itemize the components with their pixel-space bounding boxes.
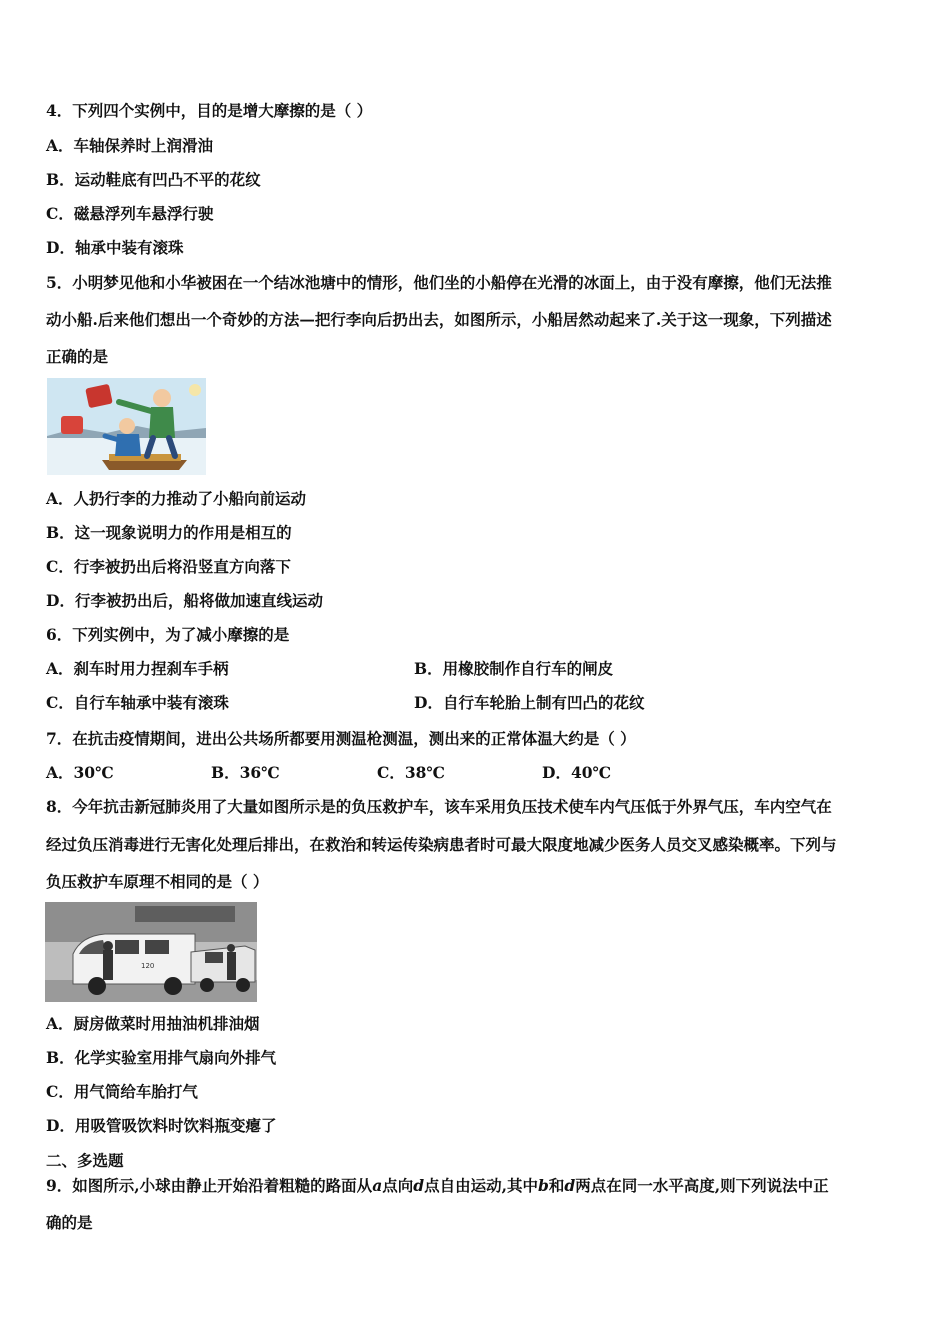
q9-point-b: b [538, 1176, 549, 1195]
q7-option-a: A．30℃ [46, 763, 114, 782]
q4-option-b: B．运动鞋底有凹凸不平的花纹 [46, 170, 261, 189]
q9-text-3: 点自由运动,其中 [424, 1176, 538, 1195]
q5-stem-line1: 5．小明梦见他和小华被困在一个结冰池塘中的情形，他们坐的小船停在光滑的冰面上，由于没有摩擦，他们无法推 [46, 273, 832, 292]
q9-text-4: 和 [548, 1176, 565, 1195]
ambulance-number-text: 120 [141, 962, 155, 970]
q5-option-b: B．这一现象说明力的作用是相互的 [46, 523, 292, 542]
q9-stem-line2: 确的是 [46, 1213, 93, 1232]
q9-text-2: 点向 [382, 1176, 414, 1195]
q8-option-a: A．厨房做菜时用抽油机排油烟 [46, 1014, 260, 1033]
q9-point-d: d [413, 1176, 425, 1195]
q8-stem-line1: 8．今年抗击新冠肺炎用了大量如图所示是的负压救护车，该车采用负压技术使车内气压低于外界气压，车内空气在 [46, 797, 832, 816]
q6-option-a: A．刹车时用力捏刹车手柄 [46, 659, 229, 678]
boat-cartoon-illustration [47, 378, 206, 475]
section-title-multiple-choice: 二、多选题 [46, 1151, 124, 1170]
q7-option-c: C．38℃ [377, 763, 445, 782]
q9-stem-line1 [46, 1176, 829, 1196]
ambulance-photo [45, 902, 257, 1002]
q5-option-d: D．行李被扔出后，船将做加速直线运动 [46, 591, 323, 610]
q5-option-a: A．人扔行李的力推动了小船向前运动 [46, 489, 307, 508]
q6-option-d: D．自行车轮胎上制有凹凸的花纹 [414, 693, 645, 712]
q9-point-d2: d [564, 1176, 576, 1195]
q8-option-d: D．用吸管吸饮料时饮料瓶变瘪了 [46, 1116, 277, 1135]
q8-option-b: B．化学实验室用排气扇向外排气 [46, 1048, 277, 1067]
q8-stem-line3: 负压救护车原理不相同的是（ ） [46, 872, 269, 891]
q8-option-c: C．用气筒给车胎打气 [46, 1082, 198, 1101]
q7-stem: 7．在抗击疫情期间，进出公共场所都要用测温枪测温，测出来的正常体温大约是（ ） [46, 729, 636, 748]
q4-option-a: A．车轴保养时上润滑油 [46, 136, 214, 155]
q6-stem: 6．下列实例中，为了减小摩擦的是 [46, 625, 290, 644]
q4-option-d: D．轴承中装有滚珠 [46, 238, 184, 257]
q5-option-c: C．行李被扔出后将沿竖直方向落下 [46, 557, 291, 576]
q4-stem: 4．下列四个实例中，目的是增大摩擦的是（ ） [46, 101, 373, 120]
q6-option-b: B．用橡胶制作自行车的闸皮 [414, 659, 614, 678]
q7-option-b: B．36℃ [211, 763, 280, 782]
q9-text-5: 两点在同一水平高度,则下列说法中正 [575, 1176, 829, 1195]
q8-stem-line2: 经过负压消毒进行无害化处理后排出，在救治和转运传染病患者时可最大限度地减少医务人员交叉感染概率。下列与 [46, 835, 837, 854]
q6-option-c: C．自行车轴承中装有滚珠 [46, 693, 229, 712]
q9-point-a: a [372, 1176, 383, 1195]
q7-option-d: D．40℃ [542, 763, 612, 782]
q4-option-c: C．磁悬浮列车悬浮行驶 [46, 204, 214, 223]
q9-text-1: 9．如图所示,小球由静止开始沿着粗糙的路面从 [46, 1176, 373, 1195]
q5-stem-line3: 正确的是 [46, 347, 109, 366]
q5-stem-line2: 动小船.后来他们想出一个奇妙的方法—把行李向后扔出去，如图所示，小船居然动起来了.关于这一现象，下列描述 [46, 310, 832, 329]
